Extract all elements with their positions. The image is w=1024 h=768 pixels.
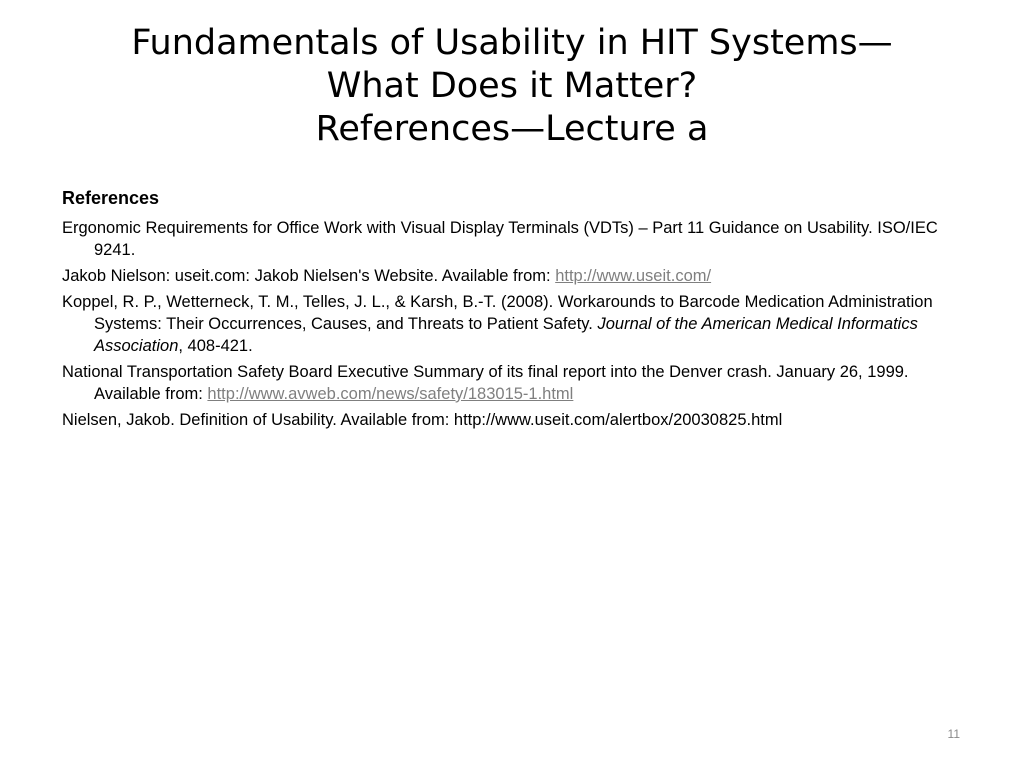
- page-number: 11: [947, 727, 960, 741]
- journal-title: Journal of the American Medical Informatics Association: [94, 315, 918, 355]
- title-line-3: References—Lecture a: [315, 109, 709, 149]
- reference-item-ntsb: [62, 361, 962, 405]
- title-line-1: Fundamentals of Usability in HIT Systems—: [131, 23, 893, 63]
- reference-text: Koppel, R. P., Wetterneck, T. M., Telles, J. L., & Karsh, B.-T. (2008). Workarounds to Barcode Medication Administration Systems: Their Occurrences, Causes, and Threats to Patient Safety.: [62, 293, 933, 333]
- avweb-link[interactable]: http://www.avweb.com/news/safety/183015-1.html: [207, 385, 574, 403]
- reference-text: Jakob Nielson: useit.com: Jakob Nielsen's Website. Available from:: [62, 267, 556, 285]
- reference-item-nielsen-definition: [62, 409, 962, 431]
- reference-item-koppel: [62, 291, 962, 357]
- reference-item-nielson-website: [62, 265, 962, 287]
- reference-pages: , 408-421.: [178, 337, 253, 355]
- reference-text: National Transportation Safety Board Executive Summary of its final report into the Denver crash. January 26, 1999. Available from:: [62, 363, 909, 403]
- title-line-2: What Does it Matter?: [326, 66, 698, 106]
- references-heading: References: [62, 188, 160, 208]
- reference-item-iso: [62, 217, 962, 261]
- useit-link[interactable]: http://www.useit.com/: [555, 267, 712, 285]
- reference-text: Ergonomic Requirements for Office Work with Visual Display Terminals (VDTs) – Part 11 Guidance on Usability. ISO/IEC 9241.: [62, 219, 938, 259]
- references-section: [62, 185, 962, 435]
- slide-title: [40, 22, 984, 151]
- reference-text: Nielsen, Jakob. Definition of Usability. Available from: http://www.useit.com/alertbox/20030825.html: [62, 411, 783, 429]
